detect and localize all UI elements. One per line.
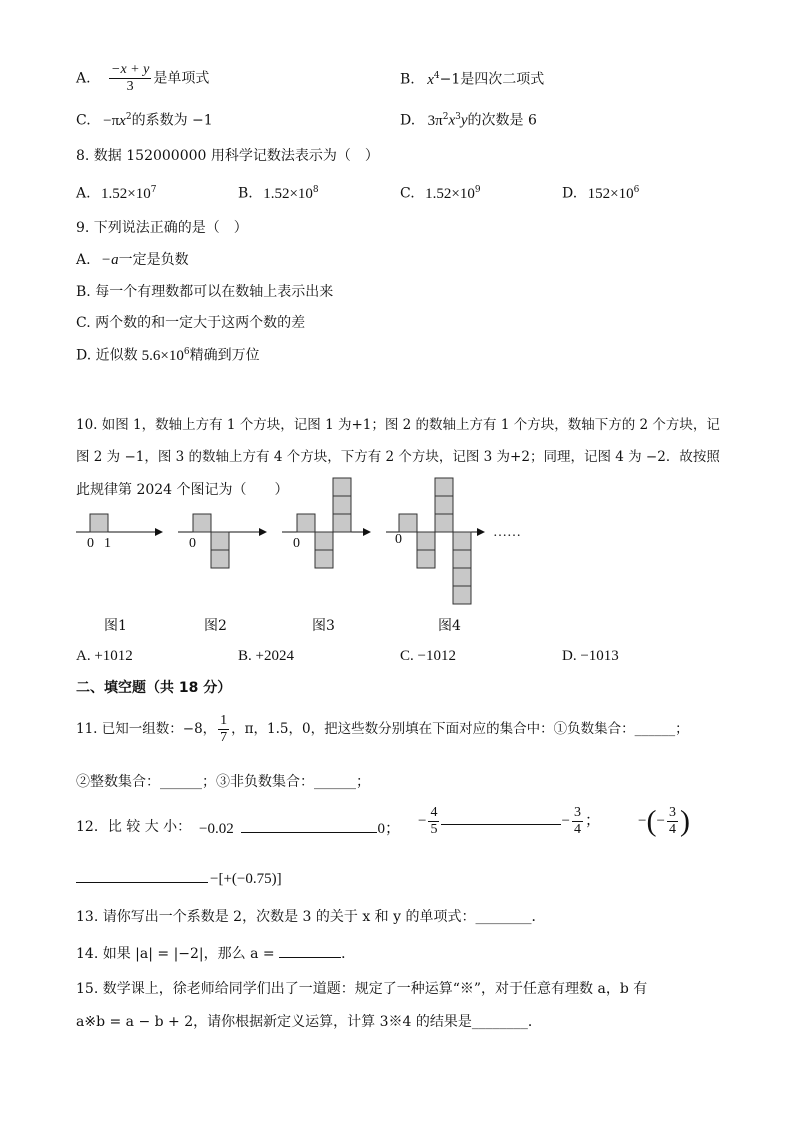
q14: 14. 如果 |a| = |−2|，那么 a = ． <box>76 946 356 962</box>
q13: 13. 请你写出一个系数是 2，次数是 3 的关于 x 和 y 的单项式：________． <box>76 909 546 925</box>
q7-option-d: D. $3\pi^2x^3y$的次数是 6 <box>400 112 537 129</box>
q12-blank-3[interactable] <box>76 870 208 883</box>
q15-line-2: a※b = a − b + 2，请你根据新定义运算，计算 3※4 的结果是________． <box>76 1014 542 1030</box>
q7-a-fraction: $\frac{-x + y}{3}$ <box>111 62 150 94</box>
fig1-one-label: 1 <box>104 536 111 551</box>
q12-item4: −[+(−0.75)] <box>76 870 282 887</box>
q11-line-2: ②整数集合：______；③非负数集合：______； <box>76 774 370 790</box>
q10-figure <box>0 470 794 620</box>
fig2-zero-label: 0 <box>189 536 196 551</box>
fig-continuation-dots: …… <box>493 525 521 540</box>
q12-item2: − $\frac{4}{5}$ − $\frac{3}{4}$ ； <box>418 805 600 837</box>
q10-option-a: A. +1012 <box>76 648 133 664</box>
q9-option-a: A. −a一定是负数 <box>76 252 189 268</box>
q7-option-b: B. $x^4-1$是四次二项式 <box>400 71 545 88</box>
q8-option-a: A. $1.52\times 10^7$ <box>76 185 157 202</box>
q10-line-2: 图 2 为 −1，图 3 的数轴上方有 4 个方块，下方有 2 个方块，记图 3 为+2；同理，记图 4 为 −2．故按照 <box>76 449 720 465</box>
q12-blank-2[interactable] <box>441 812 561 825</box>
q11-fraction: $\frac{1}{7}$ <box>220 713 228 745</box>
q12-item3: −(− $\frac{3}{4}$ ) <box>638 804 690 838</box>
q9-option-b: B. 每一个有理数都可以在数轴上表示出来 <box>76 284 334 300</box>
q14-blank[interactable] <box>279 945 341 958</box>
q11-line-1: 11. 已知一组数：−8， $\frac{1}{7}$ ，π，1.5，0，把这些数分别填在下面对应的集合中：①负数集合：______； <box>76 713 689 745</box>
q7-option-a: A. $\frac{-x + y}{3}$ 是单项式 <box>76 62 210 94</box>
q12-blank-1[interactable] <box>241 820 377 833</box>
q7-option-c: C. $-\pi x^2$的系数为 −1 <box>76 112 213 129</box>
q9-option-d: D. 近似数 $5.6\times 10^6$精确到万位 <box>76 347 260 364</box>
q9-stem: 9. 下列说法正确的是（ ） <box>76 220 248 236</box>
q10-line-1: 10. 如图 1，数轴上方有 1 个方块，记图 1 为+1；图 2 的数轴上方有 1 个方块，数轴下方的 2 个方块，记 <box>76 417 720 433</box>
q15-line-1: 15. 数学课上，徐老师给同学们出了一道题：规定了一种运算“※”，对于任意有理数 a，b 有 <box>76 981 648 997</box>
q10-option-c: C. −1012 <box>400 648 456 664</box>
fig1-zero-label: 0 <box>87 536 94 551</box>
q10-option-d: D. −1013 <box>562 648 619 664</box>
q12-label: 12．比 较 大 小： <box>76 819 192 835</box>
fig3-zero-label: 0 <box>293 536 300 551</box>
caption-fig3-text: 图3 <box>312 618 335 634</box>
q12-item1: −0.02 0； <box>199 821 400 837</box>
q8-option-b: B. $1.52\times 10^8$ <box>238 185 319 202</box>
q10-option-b: B. +2024 <box>238 648 294 664</box>
q8-option-c: C. $1.52\times 10^9$ <box>400 185 481 202</box>
q10-line-3: 此规律第 2024 个图记为（ ） <box>76 482 289 498</box>
q8-option-d: D. $152\times 10^6$ <box>562 185 640 202</box>
q8-stem: 8. 数据 152000000 用科学记数法表示为（ ） <box>76 148 379 164</box>
fig4-zero-label: 0 <box>395 532 402 547</box>
section-title: 二、填空题（共 18 分） <box>76 680 232 696</box>
caption-fig4-text: 图4 <box>438 618 461 634</box>
q9-option-c: C. 两个数的和一定大于这两个数的差 <box>76 315 306 331</box>
caption-fig2-text: 图2 <box>204 618 227 634</box>
caption-fig1-text: 图1 <box>104 618 127 634</box>
